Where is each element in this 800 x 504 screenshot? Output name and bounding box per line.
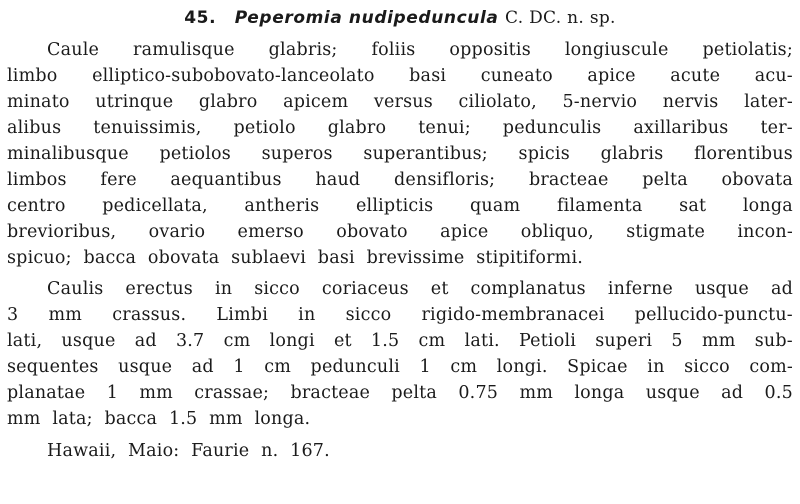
word: cm [223, 331, 251, 351]
word: bracteae [290, 383, 371, 403]
text-line [7, 89, 793, 115]
word: 1 [233, 357, 245, 377]
word: cm [418, 331, 446, 351]
text-line [7, 115, 793, 141]
word: superi [595, 331, 653, 351]
word: longi [269, 331, 315, 351]
word: sicco [345, 305, 392, 325]
word: longa [742, 196, 793, 216]
word: sub- [754, 331, 793, 351]
word: fere [100, 170, 137, 190]
word: 3 [7, 305, 19, 325]
text-line [7, 328, 793, 354]
word: limbos [7, 170, 67, 190]
word: obliquo, [520, 222, 594, 242]
word: pellucido-punctu- [634, 305, 793, 325]
word: glabro [327, 118, 387, 138]
word: tenui; [418, 118, 471, 138]
word: apice [587, 66, 636, 86]
text-line: spicuo; bacca obovata sublaevi basi brevissime stipitiformi. [7, 248, 584, 268]
text-line [7, 276, 793, 302]
word: filamenta [556, 196, 643, 216]
word: in [647, 357, 665, 377]
word: tenuissimis, [93, 118, 202, 138]
word: et [333, 331, 352, 351]
text-line [7, 219, 793, 245]
word: densifloris; [394, 170, 496, 190]
word: planatae [7, 383, 86, 403]
word: usque [118, 357, 173, 377]
word: apice [440, 222, 489, 242]
word: ellipticis [355, 196, 434, 216]
word: nervis [662, 92, 719, 112]
word: 5 [671, 331, 683, 351]
word: ad [134, 331, 157, 351]
word: florentibus [694, 144, 793, 164]
word: usque [694, 279, 749, 299]
word: longa [574, 383, 625, 403]
word: ter- [760, 118, 793, 138]
species-name: Peperomia nudipeduncula [234, 8, 499, 28]
word: utrinque [95, 92, 174, 112]
word: acu- [754, 66, 793, 86]
word: in [214, 279, 233, 299]
word: ciliolato, [458, 92, 537, 112]
word: crassus. [112, 305, 187, 325]
word: ad [770, 279, 793, 299]
text-line [7, 141, 793, 167]
word: 0.75 [458, 383, 499, 403]
word: brevioribus, [7, 222, 117, 242]
word: inferne [607, 279, 673, 299]
text-line [7, 167, 793, 193]
word: erectus [125, 279, 193, 299]
word: acute [670, 66, 721, 86]
word: glabris; [268, 40, 338, 60]
word: ovario [148, 222, 206, 242]
species-number: 45. [184, 8, 217, 28]
word: incon- [737, 222, 793, 242]
word: Caule [47, 40, 100, 60]
word: com- [749, 357, 793, 377]
word: emerso [237, 222, 304, 242]
word: obovata [721, 170, 793, 190]
word: Caulis [47, 279, 104, 299]
word: rigido-membranacei [421, 305, 605, 325]
word: 1.5 [370, 331, 400, 351]
word: 1 [106, 383, 119, 403]
word: Spicae [567, 357, 628, 377]
word: pelta [391, 383, 438, 403]
word: limbo [7, 66, 58, 86]
word: petiolo [233, 118, 296, 138]
word: quam [469, 196, 521, 216]
word: glabris [600, 144, 664, 164]
text-line [7, 37, 793, 63]
word: superantibus; [363, 144, 488, 164]
word: pedunculis [502, 118, 602, 138]
word: in [298, 305, 316, 325]
word: mm [701, 331, 736, 351]
word: longi. [496, 357, 548, 377]
word: lati, [7, 331, 43, 351]
word: cm [264, 357, 292, 377]
word: pedicellata, [102, 196, 208, 216]
word: lati. [464, 331, 500, 351]
text-line [7, 302, 793, 328]
text-line [7, 63, 793, 89]
word: 1 [419, 357, 431, 377]
word: et [430, 279, 449, 299]
word: 5-nervio [562, 92, 638, 112]
word: ramulisque [133, 40, 235, 60]
word: glabro [198, 92, 258, 112]
word: complanatus [470, 279, 586, 299]
word: crassae; [194, 383, 270, 403]
word: haud [315, 170, 361, 190]
word: petiolatis; [702, 40, 793, 60]
word: 3.7 [175, 331, 205, 351]
word: pelta [642, 170, 688, 190]
word: Petioli [518, 331, 577, 351]
word: longiuscule [564, 40, 669, 60]
document-page [7, 0, 793, 504]
word: spicis [518, 144, 570, 164]
word: cuneato [480, 66, 553, 86]
word: versus [373, 92, 433, 112]
word: coriaceus [321, 279, 409, 299]
word: axillaribus [633, 118, 729, 138]
word: pedunculi [310, 357, 400, 377]
word: mm [48, 305, 83, 325]
word: sat [679, 196, 707, 216]
word: petiolos [159, 144, 231, 164]
word: minato [7, 92, 70, 112]
word: basi [409, 66, 447, 86]
word: mm [519, 383, 554, 403]
word: usque [61, 331, 116, 351]
word: minalibusque [7, 144, 129, 164]
word: aequantibus [170, 170, 282, 190]
word: bracteae [528, 170, 609, 190]
word: 0.5 [764, 383, 793, 403]
word: obovato [336, 222, 408, 242]
word: superos [261, 144, 333, 164]
word: usque [645, 383, 700, 403]
word: Limbi [216, 305, 269, 325]
species-heading [7, 6, 793, 30]
word: oppositis [449, 40, 531, 60]
word: mm [139, 383, 173, 403]
word: later- [744, 92, 793, 112]
word: centro [7, 196, 66, 216]
word: stigmate [626, 222, 706, 242]
word: antheris [244, 196, 320, 216]
word: foliis [371, 40, 416, 60]
word: sequentes [7, 357, 99, 377]
word: ad [191, 357, 214, 377]
text-line [7, 354, 793, 380]
species-author: C. DC. n. sp. [505, 8, 616, 28]
word: alibus [7, 118, 62, 138]
word: apicem [283, 92, 349, 112]
text-line: mm lata; bacca 1.5 mm longa. [7, 409, 311, 429]
word: cm [450, 357, 478, 377]
word: elliptico-subobovato-lanceolato [92, 66, 375, 86]
word: sicco [254, 279, 300, 299]
word: ad [721, 383, 744, 403]
text-line [7, 193, 793, 219]
word: sicco [684, 357, 730, 377]
locality-line: Hawaii, Maio: Faurie n. 167. [47, 441, 330, 461]
text-line [7, 380, 793, 406]
